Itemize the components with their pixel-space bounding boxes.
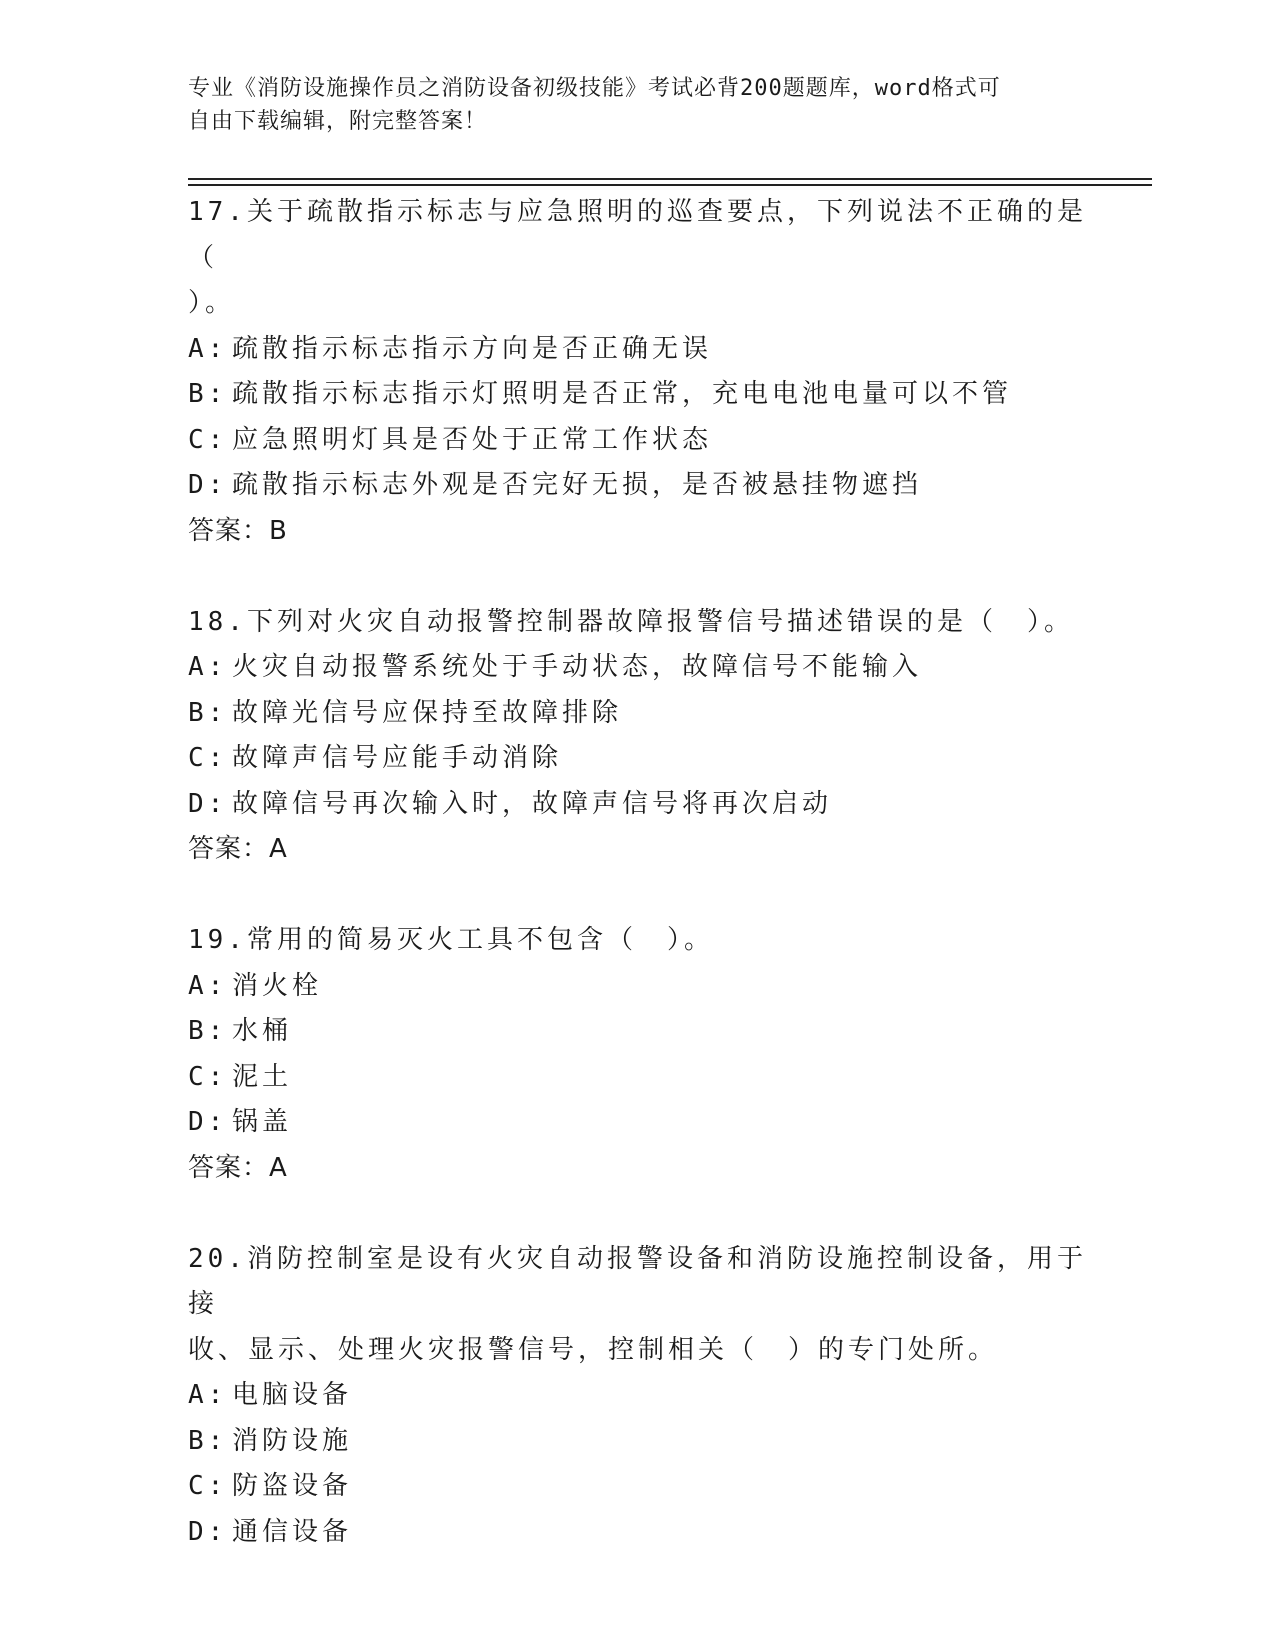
option-a <box>188 645 1088 691</box>
option-text: 防盗设备 <box>232 1471 353 1501</box>
question-stem: 17.关于疏散指示标志与应急照明的巡查要点，下列说法不正确的是（ <box>188 197 1087 273</box>
option-b <box>188 691 1088 737</box>
question-stem: 20.消防控制室是设有火灾自动报警设备和消防设施控制设备，用于接 <box>188 1243 1087 1319</box>
question-stem-continued: 收、显示、处理火灾报警信号，控制相关（ ）的专门处所。 <box>188 1334 999 1365</box>
option-text: 应急照明灯具是否处于正常工作状态 <box>232 424 713 455</box>
question-list <box>188 190 1088 1555</box>
option-key: D: <box>188 1516 228 1547</box>
answer-line: 答案：B <box>188 515 288 546</box>
spacer <box>188 554 1088 600</box>
header-divider-top <box>188 178 1152 180</box>
option-key: A: <box>188 1380 228 1410</box>
header-line-1: 专业《消防设施操作员之消防设备初级技能》考试必背200题题库，word格式可 <box>188 76 1001 101</box>
option-key: D: <box>188 788 228 819</box>
option-key: B: <box>188 1016 228 1046</box>
spacer <box>188 1191 1088 1237</box>
option-key: C: <box>188 1061 228 1092</box>
option-d <box>188 782 1088 828</box>
option-text: 消防设施 <box>232 1425 353 1456</box>
option-text: 故障声信号应能手动消除 <box>232 743 563 773</box>
question-stem: 19.常用的简易灭火工具不包含（ ）。 <box>188 925 714 955</box>
option-a <box>188 1373 1088 1419</box>
option-key: C: <box>188 743 228 773</box>
option-c <box>188 1464 1088 1510</box>
option-text: 故障光信号应保持至故障排除 <box>232 697 623 728</box>
option-c <box>188 418 1088 464</box>
option-key: A: <box>188 652 228 682</box>
option-key: C: <box>188 424 228 455</box>
question-stem: 18.下列对火灾自动报警控制器故障报警信号描述错误的是（ ）。 <box>188 606 1074 637</box>
option-b <box>188 372 1088 418</box>
option-text: 通信设备 <box>232 1516 353 1547</box>
option-key: B: <box>188 379 228 409</box>
option-c <box>188 736 1088 782</box>
option-key: B: <box>188 697 228 728</box>
answer-line: 答案：A <box>188 834 288 864</box>
option-text: 泥土 <box>232 1061 293 1092</box>
spacer <box>188 873 1088 919</box>
option-b <box>188 1009 1088 1055</box>
option-key: D: <box>188 1107 228 1137</box>
header-line-2: 自由下载编辑，附完整答案！ <box>188 109 488 134</box>
option-text: 水桶 <box>232 1016 293 1046</box>
question-20 <box>188 1237 1088 1556</box>
option-a <box>188 327 1088 373</box>
option-text: 故障信号再次输入时，故障声信号将再次启动 <box>232 788 833 819</box>
option-key: D: <box>188 470 228 500</box>
header-divider-bottom <box>188 184 1152 186</box>
answer-line: 答案：A <box>188 1152 288 1183</box>
option-text: 锅盖 <box>232 1107 293 1137</box>
option-key: A: <box>188 333 228 364</box>
option-key: B: <box>188 1425 228 1456</box>
option-d <box>188 463 1088 509</box>
option-text: 火灾自动报警系统处于手动状态，故障信号不能输入 <box>232 652 923 682</box>
option-text: 电脑设备 <box>232 1380 353 1410</box>
option-b <box>188 1419 1088 1465</box>
option-key: C: <box>188 1471 228 1501</box>
option-d <box>188 1510 1088 1556</box>
option-key: A: <box>188 970 228 1001</box>
option-text: 疏散指示标志外观是否完好无损，是否被悬挂物遮挡 <box>232 470 923 500</box>
option-text: 疏散指示标志指示方向是否正确无误 <box>232 333 713 364</box>
question-18 <box>188 600 1088 873</box>
question-stem-continued: ）。 <box>188 288 236 318</box>
option-text: 疏散指示标志指示灯照明是否正常，充电电池电量可以不管 <box>232 379 1013 409</box>
option-c <box>188 1055 1088 1101</box>
option-d <box>188 1100 1088 1146</box>
option-a <box>188 964 1088 1010</box>
question-17 <box>188 190 1088 554</box>
question-19 <box>188 918 1088 1191</box>
option-text: 消火栓 <box>232 970 323 1001</box>
document-header <box>188 72 1068 138</box>
